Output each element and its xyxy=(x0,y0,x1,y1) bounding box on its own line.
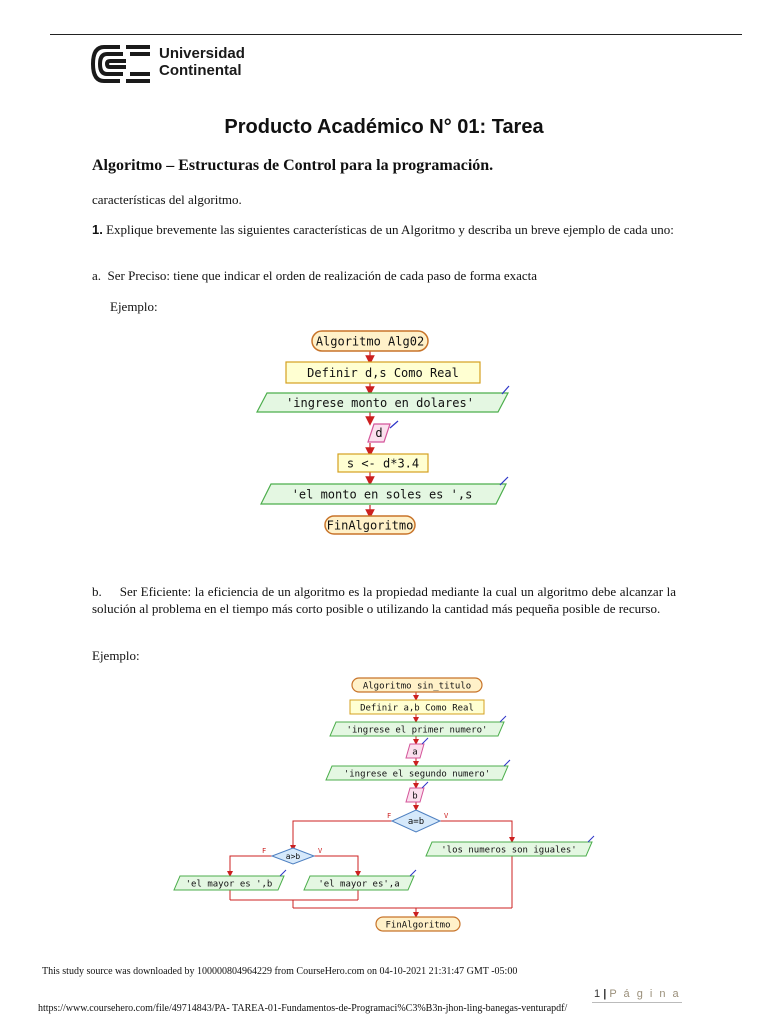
header-rule xyxy=(50,34,742,35)
flow2-cond1-text: a=b xyxy=(407,817,425,827)
flow2-b-msg-corner-arrow-icon xyxy=(280,870,286,876)
flow2-define-text: Definir a,b Como Real xyxy=(360,703,474,714)
university-name-line1: Universidad xyxy=(159,45,245,62)
flow2-cond1-true-label: V xyxy=(444,812,449,820)
question-text: Explique brevemente las siguientes características de un Algoritmo y describa un breve ejemplo de cada uno: xyxy=(106,222,674,237)
flow2-prompt2-text: 'ingrese el segundo numero' xyxy=(343,769,491,780)
page-number-word: P á g i n a xyxy=(609,988,681,1000)
flow2-cond2-false-label: F xyxy=(262,847,267,855)
question-1 xyxy=(92,221,678,238)
flow2-prompt2-corner-arrow-icon xyxy=(504,760,510,766)
flow2-prompt1-corner-arrow-icon xyxy=(500,716,506,722)
flow1-end-text: FinAlgoritmo xyxy=(326,518,414,533)
flow2-prompt1-text: 'ingrese el primer numero' xyxy=(346,725,488,736)
item-b-example-label: Ejemplo: xyxy=(92,648,140,663)
page-title: Producto Académico N° 01: Tarea xyxy=(224,116,544,138)
university-name-line2: Continental xyxy=(159,62,242,79)
item-b-label: b. xyxy=(92,584,102,599)
flow2-read1-corner-arrow-icon xyxy=(422,738,428,744)
intro-text: características del algoritmo. xyxy=(92,192,242,207)
flow2-end-text: FinAlgoritmo xyxy=(385,920,451,931)
item-a-text: Ser Preciso: tiene que indicar el orden de realización de cada paso de forma exacta xyxy=(107,268,538,283)
source-url[interactable]: https://www.coursehero.com/file/49714843/PA- TAREA-01-Fundamentos-de-Programaci%C3%B3n-jhon-ling-banegas-venturapdf/ xyxy=(38,1003,568,1014)
page-number xyxy=(594,988,681,1000)
flowchart-precise xyxy=(250,328,520,538)
flow2-read2-text: b xyxy=(412,791,418,802)
flow2-read2-corner-arrow-icon xyxy=(422,782,428,788)
flow1-read-text: d xyxy=(375,426,383,440)
item-a-example-label: Ejemplo: xyxy=(110,299,158,314)
flow2-equal-text: 'los numeros son iguales' xyxy=(441,845,577,856)
flow2-a-msg-text: 'el mayor es',a xyxy=(318,879,400,890)
item-b xyxy=(92,583,676,617)
flow1-define-text: Definir d,s Como Real xyxy=(307,366,459,380)
flow2-cond1-false-label: F xyxy=(387,812,392,820)
flow1-assign-text: s <- d*3.4 xyxy=(346,456,420,471)
page-number-rule xyxy=(592,1002,682,1003)
page-number-value: 1 xyxy=(594,988,601,1000)
source-note: This study source was downloaded by 100000804964229 from CourseHero.com on 04-10-2021 21:31:47 GMT -05:00 xyxy=(42,966,518,977)
item-a-label: a. xyxy=(92,268,102,283)
flow2-equal-corner-arrow-icon xyxy=(588,836,594,842)
flow1-start-text: Algoritmo Alg02 xyxy=(315,334,425,349)
flow2-cond2-true-label: V xyxy=(318,847,323,855)
item-b-text: Ser Eficiente: la eficiencia de un algoritmo es la propiedad mediante la cual un algoritmo debe alcanzar la solución al problema en el tiempo más corto posible o utilizando la cantidad más pequeña posible de recurso. xyxy=(92,584,677,616)
flow1-output-text: 'el monto en soles es ',s xyxy=(291,487,473,502)
question-number: 1. xyxy=(92,222,103,237)
flow2-start-text: Algoritmo sin_titulo xyxy=(362,681,472,692)
flow2-cond2-text: a>b xyxy=(285,852,301,861)
flow2-b-msg-text: 'el mayor es ',b xyxy=(185,879,273,890)
page-number-separator: | xyxy=(603,988,607,1000)
flow2-a-msg-corner-arrow-icon xyxy=(410,870,416,876)
flow1-read-corner-arrow-icon xyxy=(390,421,398,428)
flow1-prompt-text: 'ingrese monto en dolares' xyxy=(286,396,474,410)
flow2-read1-text: a xyxy=(412,747,418,758)
page-subtitle: Algoritmo – Estructuras de Control para la programación. xyxy=(92,157,494,174)
item-a xyxy=(92,267,537,284)
university-name xyxy=(159,45,245,79)
flowchart-efficient xyxy=(172,672,612,938)
university-logo-icon xyxy=(90,44,152,84)
